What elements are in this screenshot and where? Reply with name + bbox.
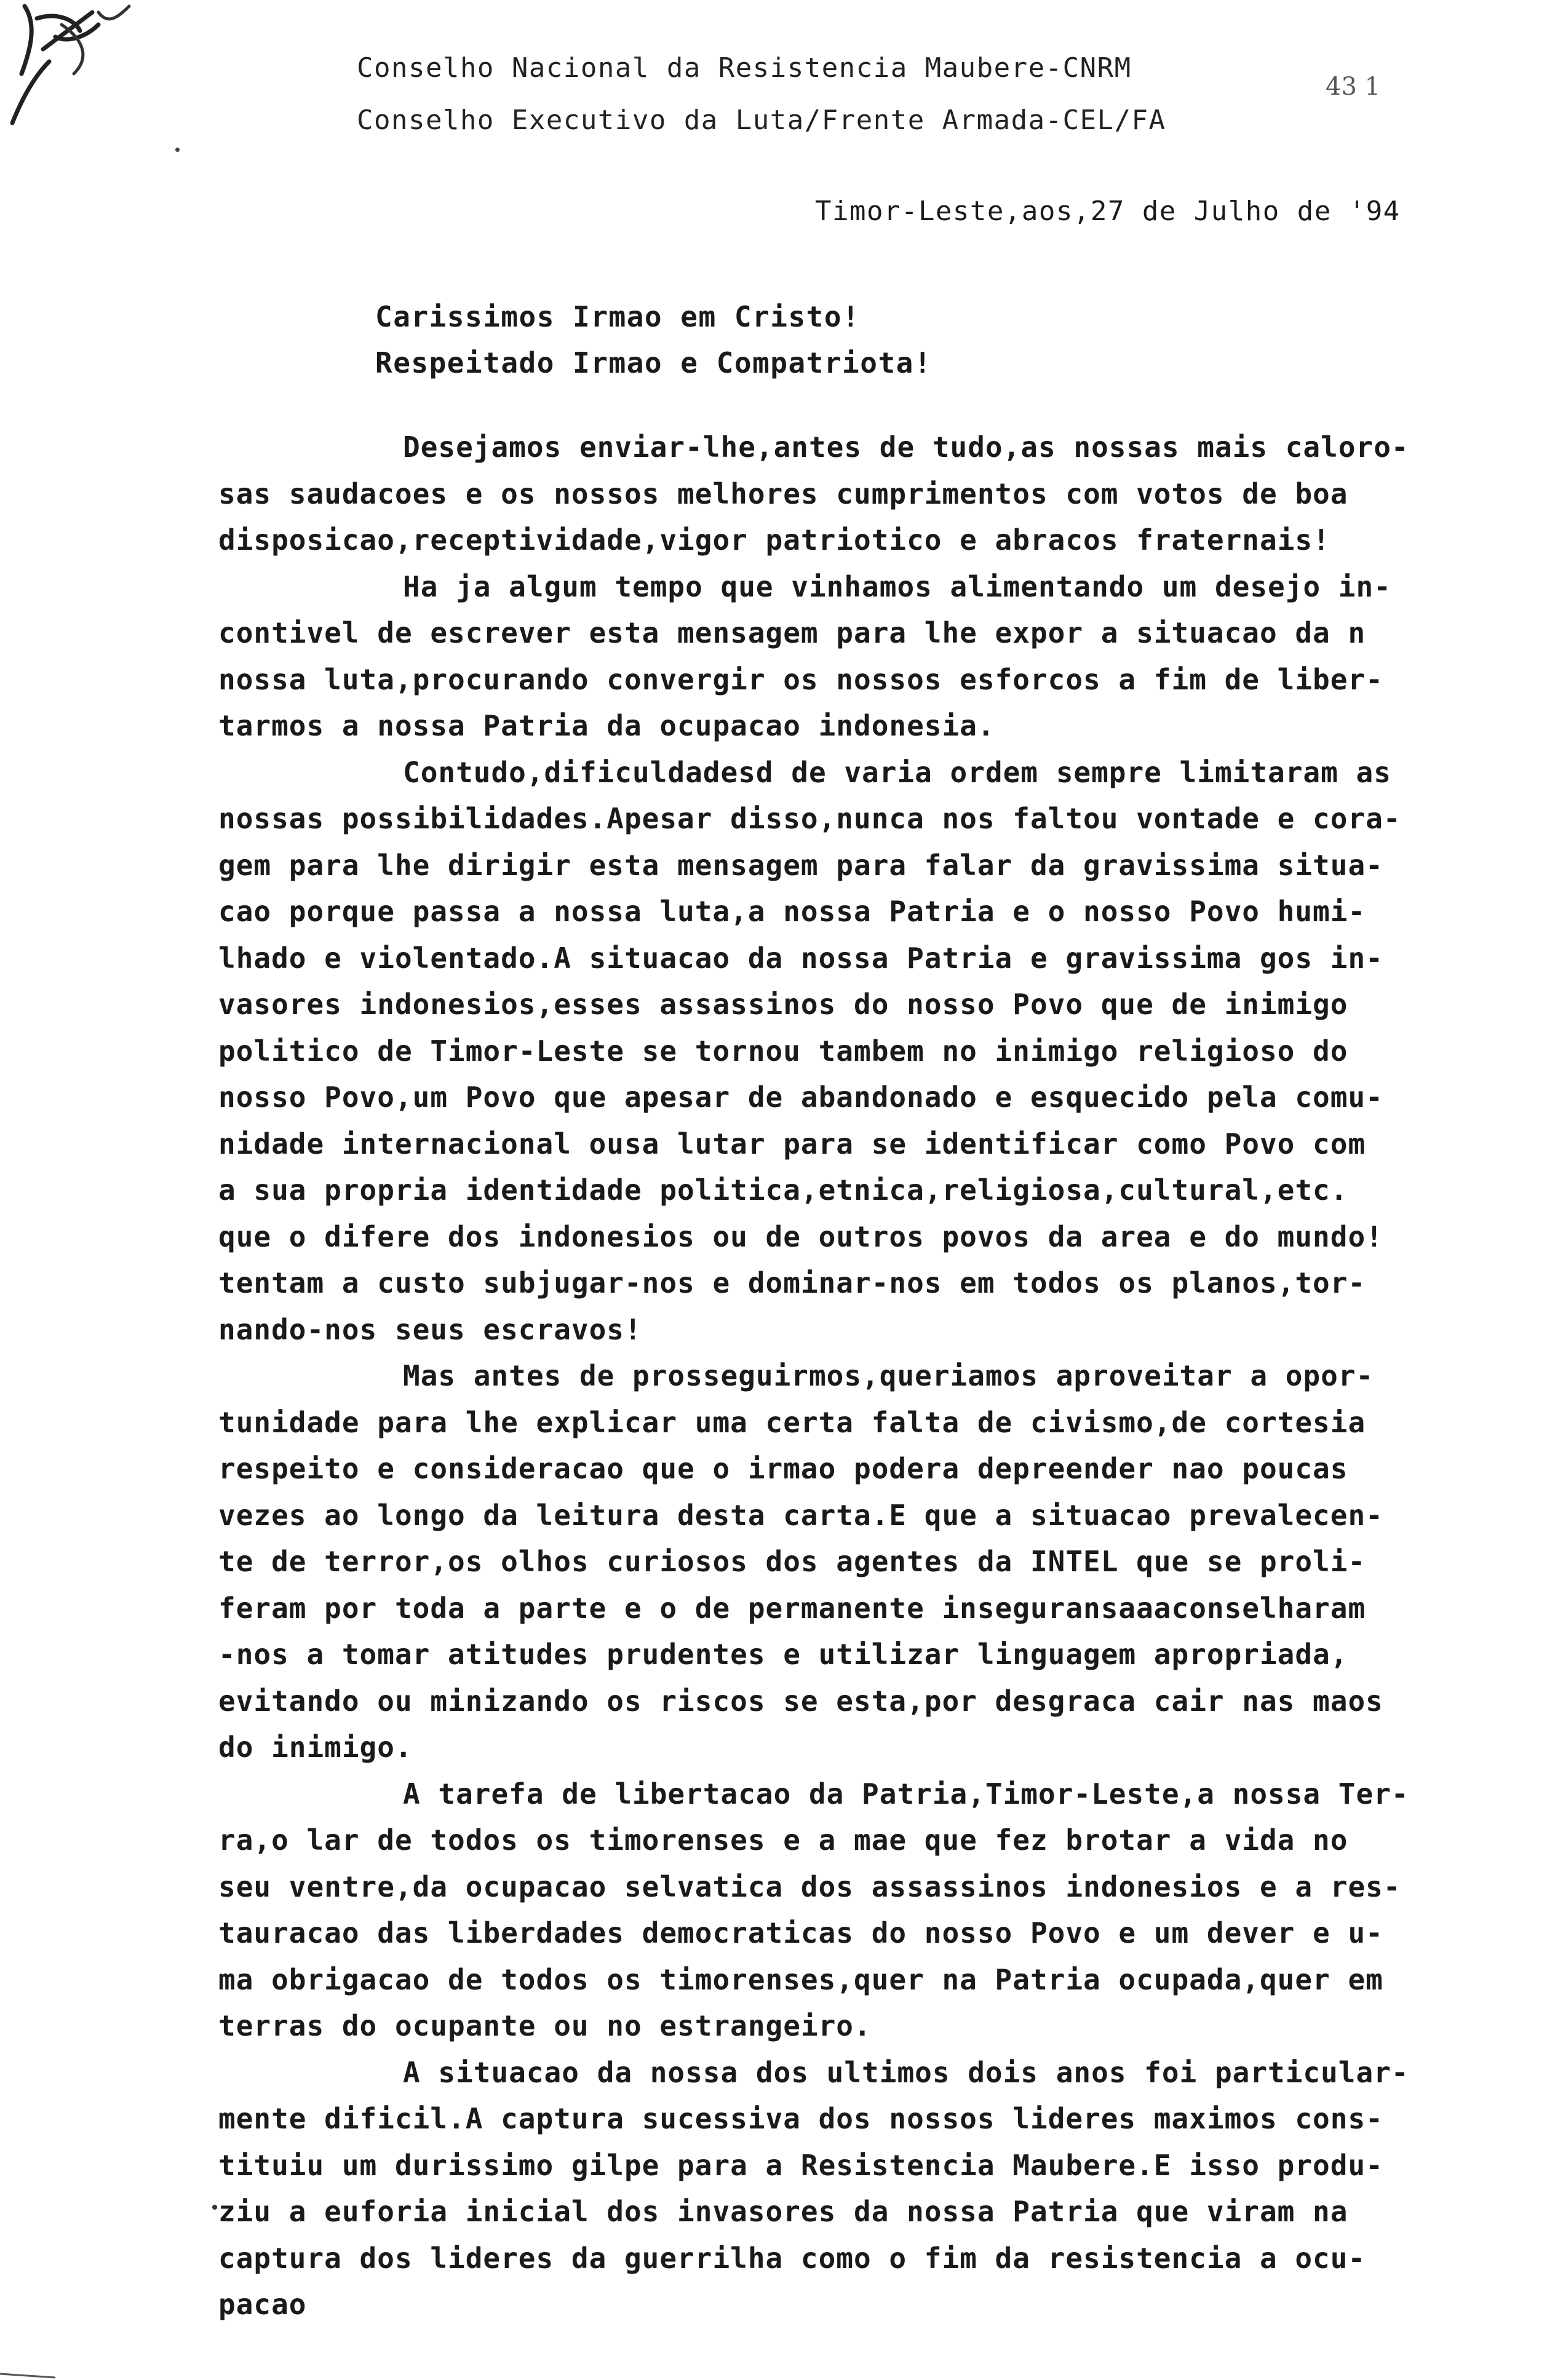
body-line: Mas antes de prosseguirmos,queriamos aproveitar a opor- [403,1359,1374,1392]
body-line: tauracao das liberdades democraticas do nosso Povo e um dever e u- [218,1916,1383,1950]
organization-subtitle: Conselho Executivo da Luta/Frente Armada-CEL/FA [357,105,1166,136]
letter-date: Timor-Leste,aos,27 de Julho de '94 [815,196,1401,227]
body-line: A tarefa de libertacao da Patria,Timor-Leste,a nossa Ter- [403,1777,1409,1811]
ink-dot [175,148,180,152]
body-line: A situacao da nossa dos ultimos dois anos foi particular- [403,2055,1409,2089]
body-line: nossa luta,procurando convergir os nossos esforcos a fim de liber- [218,662,1383,696]
page-number: 43 1 [1326,73,1381,101]
body-line: que o difere dos indonesios ou de outros povos da area e do mundo! [218,1220,1383,1253]
body-line: a sua propria identidade politica,etnica,religiosa,cultural,etc. [218,1173,1348,1207]
body-line: do inimigo. [218,1731,413,1764]
body-line: tentam a custo subjugar-nos e dominar-nos em todos os planos,tor- [218,1266,1366,1299]
body-line: nosso Povo,um Povo que apesar de abandonado e esquecido pela comu- [218,1081,1383,1114]
body-line: nidade internacional ousa lutar para se identificar como Povo com [218,1127,1366,1160]
body-line: cao porque passa a nossa luta,a nossa Patria e o nosso Povo humi- [218,895,1366,928]
body-line: ma obrigacao de todos os timorenses,quer na Patria ocupada,quer em [218,1962,1383,1996]
body-line: captura dos lideres da guerrilha como o fim da resistencia a ocu- [218,2241,1366,2275]
body-line: tarmos a nossa Patria da ocupacao indonesia. [218,709,995,742]
salutation-line-2: Respeitado Irmao e Compatriota! [375,346,933,379]
body-line: feram por toda a parte e o de permanente inseguransaaaconselharam [218,1591,1366,1625]
margin-mark [212,2205,217,2210]
body-line: vezes ao longo da leitura desta carta.E que a situacao prevalecen- [218,1498,1383,1532]
body-line: nando-nos seus escravos! [218,1312,642,1346]
body-line: pacao [218,2288,307,2321]
body-line: ziu a euforia inicial dos invasores da nossa Patria que viram na [218,2195,1348,2228]
body-line: lhado e violentado.A situacao da nossa Patria e gravissima gos in- [218,941,1383,975]
body-line: tituiu um durissimo gilpe para a Resistencia Maubere.E isso produ- [218,2148,1383,2182]
body-line: seu ventre,da ocupacao selvatica dos assassinos indonesios e a res- [218,1870,1401,1903]
letter-body [218,424,1510,2328]
body-line: gem para lhe dirigir esta mensagem para falar da gravissima situa- [218,848,1383,882]
body-line: te de terror,os olhos curiosos dos agentes da INTEL que se proli- [218,1545,1366,1578]
body-line: terras do ocupante ou no estrangeiro. [218,2009,872,2042]
body-line: tunidade para lhe explicar uma certa falta de civismo,de cortesia [218,1405,1366,1439]
body-line: Contudo,dificuldadesd de varia ordem sempre limitaram as [403,755,1391,789]
body-line: Desejamos enviar-lhe,antes de tudo,as nossas mais caloro- [403,430,1409,464]
salutation-line-1: Carissimos Irmao em Cristo! [375,300,861,333]
body-line: vasores indonesios,esses assassinos do nosso Povo que de inimigo [218,988,1348,1021]
body-line: respeito e consideracao que o irmao podera depreender nao poucas [218,1452,1348,1485]
handwritten-mark [0,0,185,160]
body-line: politico de Timor-Leste se tornou tambem no inimigo religioso do [218,1034,1348,1068]
body-line: nossas possibilidades.Apesar disso,nunca nos faltou vontade e cora- [218,802,1401,835]
body-line: sas saudacoes e os nossos melhores cumprimentos com votos de boa [218,477,1348,510]
organization-name: Conselho Nacional da Resistencia Maubere-CNRM [357,52,1132,84]
body-line: disposicao,receptividade,vigor patriotico e abracos fraternais! [218,523,1330,557]
body-line: contivel de escrever esta mensagem para lhe expor a situacao da n [218,616,1366,649]
body-line: ra,o lar de todos os timorenses e a mae que fez brotar a vida no [218,1823,1348,1857]
body-line: -nos a tomar atitudes prudentes e utilizar linguagem apropriada, [218,1638,1348,1671]
body-line: evitando ou minizando os riscos se esta,por desgraca cair nas maos [218,1684,1383,1718]
margin-line [0,2355,74,2380]
body-line: mente dificil.A captura sucessiva dos nossos lideres maximos cons- [218,2102,1383,2135]
body-line: Ha ja algum tempo que vinhamos alimentando um desejo in- [403,569,1391,603]
